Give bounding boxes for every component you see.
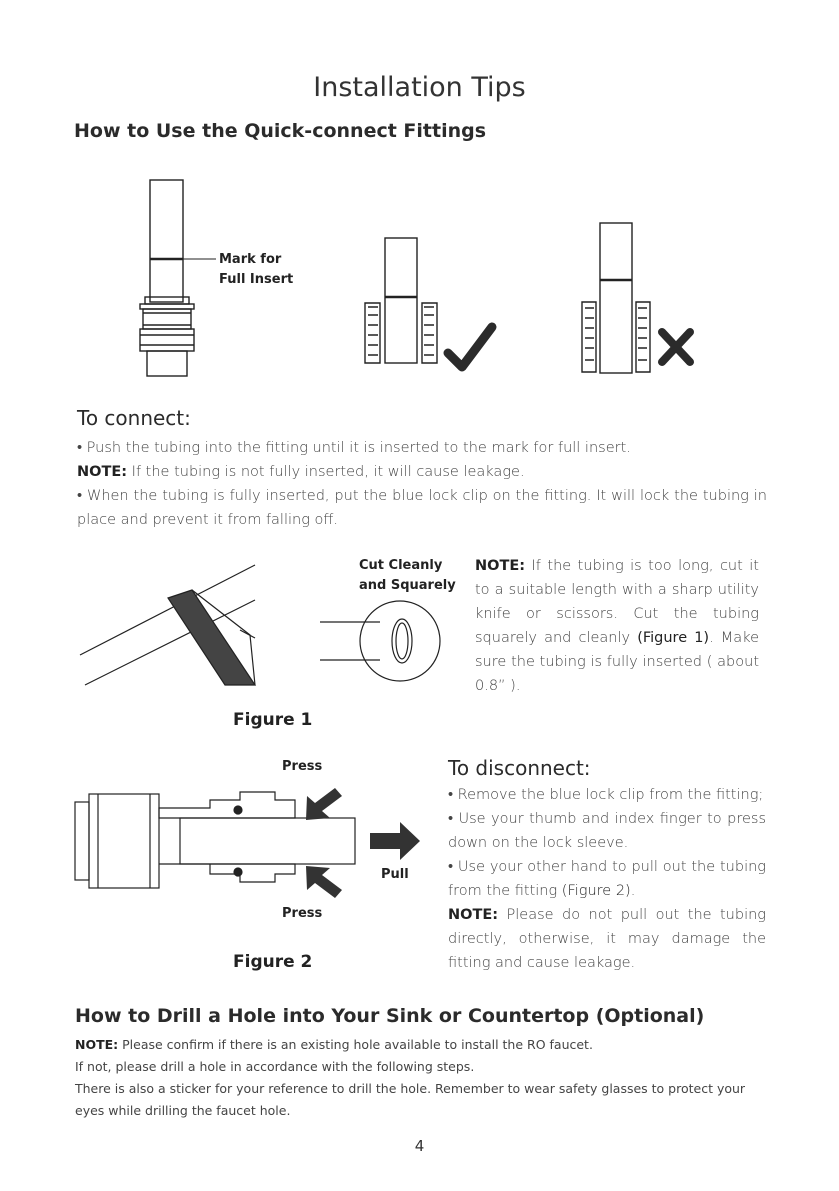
disconnect-note-text: Please do not pull out the tubing directly, otherwise, it may damage the fitting and cause leakage. bbox=[448, 907, 766, 971]
drill-note-text: Please confirm if there is an existing hole available to install the RO faucet. bbox=[118, 1037, 593, 1052]
figure1-note bbox=[475, 554, 759, 698]
incorrect-insertion-diagram bbox=[578, 220, 718, 380]
connect-heading: To connect: bbox=[77, 406, 191, 430]
figure2-ref: (Figure 2) bbox=[561, 883, 631, 899]
cross-icon bbox=[662, 332, 690, 362]
mark-label bbox=[219, 250, 293, 290]
disconnect-bullet-3-end: . bbox=[630, 883, 636, 899]
press-arrow-bottom-icon bbox=[306, 866, 342, 898]
drill-note-label: NOTE: bbox=[75, 1037, 119, 1052]
mark-label-line2: Full Insert bbox=[219, 272, 294, 287]
figure1-caption: Figure 1 bbox=[233, 710, 313, 730]
cut-label bbox=[359, 556, 456, 596]
press-label-bottom: Press bbox=[282, 906, 323, 921]
disconnect-note-label: NOTE: bbox=[448, 907, 499, 923]
note-label: NOTE: bbox=[77, 464, 128, 480]
cut-label-line2: and Squarely bbox=[359, 578, 456, 593]
figure2-caption: Figure 2 bbox=[233, 952, 313, 972]
press-arrow-top-icon bbox=[306, 788, 342, 820]
disconnect-text bbox=[448, 783, 766, 975]
page-title: Installation Tips bbox=[313, 72, 526, 103]
disconnect-bullet-2: • Use your thumb and index finger to press down on the lock sleeve. bbox=[448, 811, 766, 851]
figure1-note-text-1: If the tubing is too long, cut it to a suitable length with a sharp utility knife or scissors. Cut the tubing squarely and cleanly bbox=[475, 558, 759, 646]
disconnect-bullet-1: • Remove the blue lock clip from the fitting; bbox=[448, 787, 764, 803]
disconnect-heading: To disconnect: bbox=[448, 756, 591, 780]
section-heading-quick-connect: How to Use the Quick-connect Fittings bbox=[74, 120, 487, 142]
page-number: 4 bbox=[414, 1137, 425, 1155]
drill-heading: How to Drill a Hole into Your Sink or Countertop (Optional) bbox=[75, 1005, 705, 1027]
figure2-disconnect-diagram bbox=[70, 778, 450, 908]
connect-note-text: If the tubing is not fully inserted, it will cause leakage. bbox=[127, 464, 525, 480]
pull-arrow-icon bbox=[370, 822, 420, 860]
checkmark-icon bbox=[448, 327, 492, 367]
connect-bullet-1: • Push the tubing into the fitting until it is inserted to the mark for full insert. bbox=[77, 440, 631, 456]
drill-text bbox=[75, 1034, 767, 1122]
figure1-note-label: NOTE: bbox=[475, 558, 526, 574]
drill-line-3: There is also a sticker for your reference to drill the hole. Remember to wear safety glasses to protect your eyes while drilling the faucet hole. bbox=[75, 1081, 746, 1118]
disconnect-bullet-3 bbox=[448, 855, 766, 903]
connect-text bbox=[77, 436, 767, 532]
figure1-ref: (Figure 1) bbox=[637, 630, 710, 646]
correct-insertion-diagram bbox=[360, 235, 500, 375]
figure1-note-text-2: . Make sure the tubing is fully inserted ( about 0.8” ). bbox=[475, 630, 759, 694]
press-label-top: Press bbox=[282, 759, 323, 774]
drill-line-2: If not, please drill a hole in accordance with the following steps. bbox=[75, 1059, 475, 1074]
connect-note bbox=[77, 460, 767, 484]
disconnect-note bbox=[448, 903, 766, 975]
drill-note bbox=[75, 1034, 767, 1056]
mark-label-line1: Mark for bbox=[219, 252, 282, 267]
pull-label: Pull bbox=[381, 867, 409, 882]
disconnect-bullet-3-text: • Use your other hand to pull out the tubing from the fitting bbox=[448, 859, 766, 899]
connect-bullet-2: • When the tubing is fully inserted, put the blue lock clip on the fitting. It will lock the tubing in place and prevent it from falling off. bbox=[77, 488, 767, 528]
cut-label-line1: Cut Cleanly bbox=[359, 558, 443, 573]
